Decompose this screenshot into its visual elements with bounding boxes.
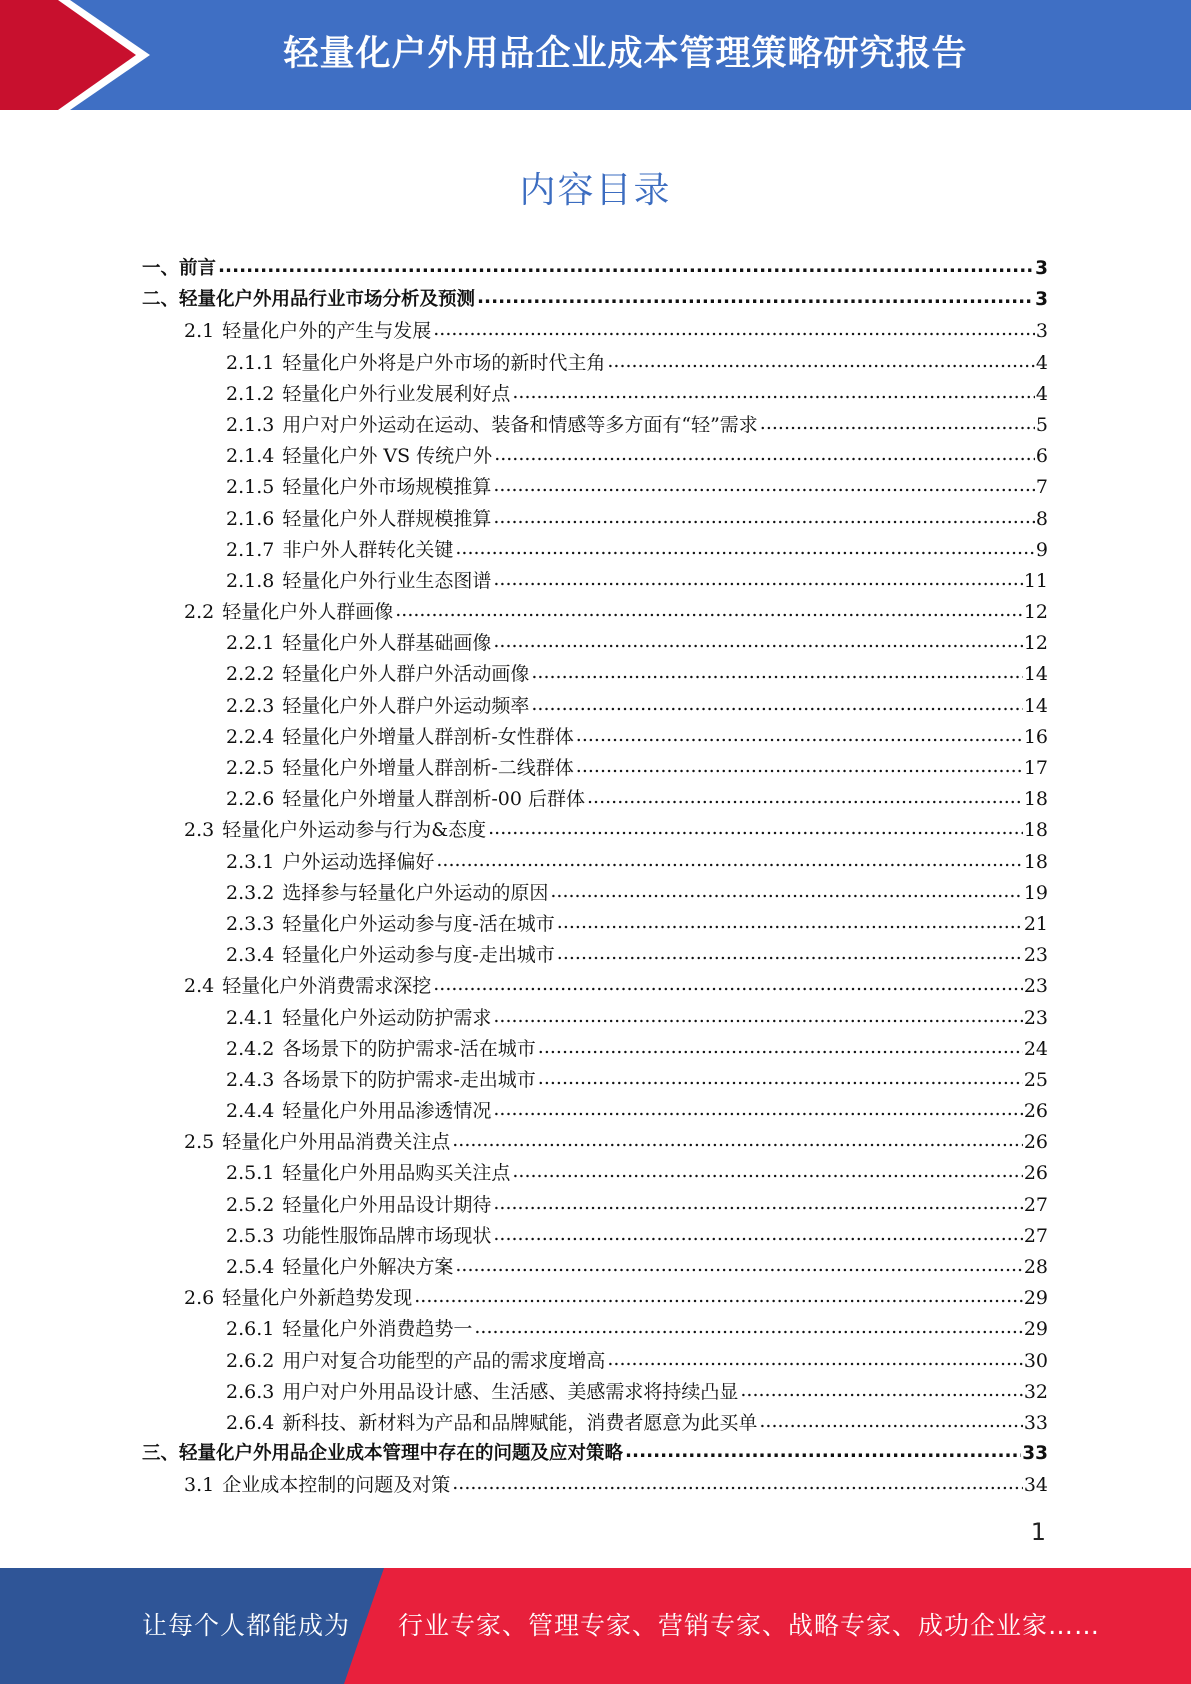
toc-entry-page: 9	[1035, 538, 1048, 561]
toc-entry-number: 2.4.1	[226, 1006, 275, 1029]
toc-entry-title: 各场景下的防护需求-活在城市	[282, 1037, 536, 1060]
toc-dot-leader	[493, 1005, 1022, 1024]
toc-entry-number: 2.5	[184, 1131, 215, 1154]
toc-entry-title: 功能性服饰品牌市场现状	[282, 1224, 492, 1247]
toc-dot-leader	[452, 1472, 1023, 1491]
toc-entry[interactable]	[142, 1034, 1048, 1065]
toc-dot-leader	[395, 599, 1023, 618]
footer-slogan-right: 行业专家、管理专家、营销专家、战略专家、成功企业家……	[398, 1611, 1101, 1640]
toc-dot-leader	[436, 849, 1022, 868]
toc-dot-leader	[512, 1160, 1022, 1179]
toc-dot-leader	[493, 1223, 1022, 1242]
report-title: 轻量化户外用品企业成本管理策略研究报告	[283, 34, 968, 74]
toc-entry-page: 26	[1023, 1162, 1048, 1185]
toc-dot-leader	[531, 661, 1022, 680]
toc-entry-page: 14	[1023, 663, 1048, 686]
toc-entry-page: 19	[1023, 881, 1048, 904]
toc-dot-leader	[557, 942, 1023, 961]
toc-entry[interactable]	[142, 1127, 1048, 1158]
toc-entry-title: 轻量化户外用品购买关注点	[282, 1162, 511, 1185]
toc-entry-number: 2.6.4	[226, 1411, 275, 1434]
toc-entry-number: 2.1.1	[226, 351, 275, 374]
toc-dot-leader	[493, 630, 1022, 649]
toc-entry-number: 2.5.3	[226, 1224, 275, 1247]
toc-entry-title: 轻量化户外增量人群剖析-00 后群体	[282, 788, 585, 811]
toc-entry-title: 轻量化户外用品消费关注点	[222, 1131, 451, 1154]
toc-entry-title: 轻量化户外运动参与行为&态度	[222, 819, 487, 842]
toc-dot-leader	[607, 1348, 1022, 1367]
toc-entry-number: 2.1.5	[226, 476, 275, 499]
toc-dot-leader	[477, 287, 1034, 306]
toc-entry[interactable]	[142, 1221, 1048, 1252]
toc-entry[interactable]	[142, 971, 1048, 1002]
toc-entry[interactable]	[142, 597, 1048, 628]
toc-entry-title: 轻量化户外用品渗透情况	[282, 1100, 492, 1123]
toc-dot-leader	[550, 880, 1022, 899]
toc-entry[interactable]	[142, 1283, 1048, 1314]
toc-entry-page: 17	[1023, 757, 1048, 779]
toc-entry[interactable]	[142, 1065, 1048, 1096]
toc-dot-leader	[218, 256, 1034, 275]
toc-entry-number: 2.3.4	[226, 944, 275, 967]
toc-entry[interactable]	[142, 285, 1048, 316]
header-red-arrow-shape	[0, 0, 150, 110]
toc-dot-leader	[557, 911, 1023, 930]
toc-entry-page: 16	[1023, 725, 1048, 748]
toc-entry[interactable]	[142, 1377, 1048, 1408]
toc-entry-title: 用户对户外用品设计感、生活感、美感需求将持续凸显	[282, 1380, 739, 1403]
toc-entry[interactable]	[142, 722, 1048, 753]
toc-entry[interactable]	[142, 691, 1048, 722]
toc-entry-title: 轻量化户外人群画像	[222, 601, 394, 624]
toc-entry-page: 28	[1023, 1256, 1048, 1278]
toc-entry-title: 用户对复合功能型的产品的需求度增高	[282, 1349, 606, 1372]
toc-entry-number: 2.3.1	[226, 850, 275, 873]
toc-entry-number: 一、前言	[142, 258, 217, 279]
toc-entry-title: 轻量化户外 VS 传统户外	[282, 445, 493, 468]
toc-entry-page: 30	[1023, 1349, 1048, 1372]
toc-entry-page: 33	[1022, 1443, 1048, 1465]
toc-entry[interactable]	[142, 535, 1048, 566]
toc-entry[interactable]	[142, 1158, 1048, 1189]
toc-entry-number: 2.5.1	[226, 1162, 275, 1185]
toc-dot-leader	[740, 1379, 1022, 1398]
toc-entry[interactable]	[142, 1346, 1048, 1377]
toc-entry-page: 3	[1035, 320, 1048, 343]
toc-entry-number: 2.5.2	[226, 1193, 275, 1216]
toc-entry-page: 4	[1035, 351, 1048, 374]
toc-entry-page: 11	[1023, 569, 1048, 592]
toc-entry-number: 2.1.3	[226, 413, 275, 436]
toc-entry[interactable]	[142, 472, 1048, 503]
toc-entry-title: 轻量化户外新趋势发现	[222, 1287, 413, 1310]
page-number: 1	[1030, 1518, 1046, 1546]
toc-dot-leader	[452, 1129, 1023, 1148]
toc-entry-title: 轻量化户外增量人群剖析-二线群体	[282, 757, 574, 779]
toc-dot-leader	[433, 973, 1023, 992]
toc-entry[interactable]	[142, 441, 1048, 472]
toc-entry-page: 3	[1035, 258, 1048, 279]
toc-entry-page: 29	[1023, 1287, 1048, 1310]
toc-entry-page: 34	[1023, 1474, 1048, 1497]
toc-entry-title: 轻量化户外消费趋势一	[282, 1318, 473, 1341]
toc-entry-page: 3	[1035, 289, 1048, 311]
toc-entry-number: 2.2.2	[226, 663, 275, 686]
toc-entry[interactable]	[142, 847, 1048, 878]
toc-entry[interactable]	[142, 1439, 1048, 1470]
toc-entry-number: 2.2.6	[226, 788, 275, 811]
toc-entry[interactable]	[142, 1252, 1048, 1283]
toc-entry-title: 用户对户外运动在运动、装备和情感等多方面有“轻”需求	[282, 413, 758, 436]
toc-entry-number: 2.1.6	[226, 507, 275, 530]
toc-dot-leader	[493, 1098, 1022, 1117]
toc-dot-leader	[493, 506, 1035, 525]
toc-entry[interactable]	[142, 379, 1048, 410]
toc-entry-title: 企业成本控制的问题及对策	[222, 1474, 451, 1497]
toc-entry-title: 轻量化户外人群户外运动频率	[282, 694, 530, 717]
toc-entry-number: 2.2.3	[226, 694, 275, 717]
toc-entry[interactable]	[142, 410, 1048, 441]
toc-dot-leader	[493, 474, 1035, 493]
toc-entry-page: 12	[1023, 601, 1048, 624]
toc-entry[interactable]	[142, 909, 1048, 940]
toc-dot-leader	[576, 724, 1023, 743]
toc-entry-title: 轻量化户外增量人群剖析-女性群体	[282, 725, 574, 748]
toc-entry-title: 新科技、新材料为产品和品牌赋能，消费者愿意为此买单	[282, 1411, 758, 1434]
toc-dot-leader	[607, 350, 1035, 369]
toc-entry-number: 2.1.2	[226, 382, 275, 405]
toc-entry-number: 2.1	[184, 320, 215, 343]
toc-entry[interactable]	[142, 1003, 1048, 1034]
toc-entry-page: 14	[1023, 694, 1048, 717]
header-banner	[0, 0, 1191, 110]
toc-dot-leader	[759, 1410, 1022, 1429]
toc-entry-page: 32	[1023, 1380, 1048, 1403]
toc-entry-title: 轻量化户外运动参与度-走出城市	[282, 944, 555, 967]
toc-entry-page: 4	[1035, 382, 1048, 405]
toc-entry[interactable]	[142, 1470, 1048, 1501]
toc-entry-number: 2.6.3	[226, 1380, 275, 1403]
toc-entry-page: 18	[1023, 819, 1048, 842]
toc-entry-number: 三、轻量化户外用品企业成本管理中存在的问题及应对策略	[142, 1443, 624, 1465]
toc-entry-title: 轻量化户外运动参与度-活在城市	[282, 912, 555, 935]
toc-entry-page: 21	[1023, 912, 1048, 935]
toc-entry-page: 26	[1023, 1131, 1048, 1154]
toc-entry[interactable]	[142, 753, 1048, 784]
toc-entry-page: 29	[1023, 1318, 1048, 1341]
toc-entry[interactable]	[142, 1096, 1048, 1127]
toc-heading: 内容目录	[519, 170, 672, 211]
toc-dot-leader	[474, 1316, 1022, 1335]
footer-slogan-left: 让每个人都能成为	[142, 1611, 351, 1640]
toc-dot-leader	[488, 817, 1023, 836]
toc-entry-number: 2.2.4	[226, 725, 275, 748]
toc-entry-page: 26	[1023, 1100, 1048, 1123]
toc-entry-page: 24	[1023, 1037, 1048, 1060]
toc-entry[interactable]	[142, 1190, 1048, 1221]
toc-entry[interactable]	[142, 1314, 1048, 1345]
toc-dot-leader	[512, 381, 1035, 400]
toc-entry[interactable]	[142, 815, 1048, 846]
toc-dot-leader	[625, 1441, 1021, 1460]
toc-entry[interactable]	[142, 1408, 1048, 1439]
toc-entry-title: 选择参与轻量化户外运动的原因	[282, 881, 549, 904]
toc-entry-page: 5	[1035, 413, 1048, 436]
toc-entry[interactable]	[142, 348, 1048, 379]
toc-entry[interactable]	[142, 878, 1048, 909]
toc-entry-number: 2.2.1	[226, 632, 275, 655]
toc-entry[interactable]	[142, 659, 1048, 690]
toc-dot-leader	[494, 443, 1035, 462]
toc-dot-leader	[433, 318, 1035, 337]
toc-entry-number: 2.3.3	[226, 912, 275, 935]
toc-entry-number: 2.1.4	[226, 445, 275, 468]
toc-entry[interactable]	[142, 504, 1048, 535]
toc-entry[interactable]	[142, 316, 1048, 347]
toc-entry-page: 33	[1023, 1411, 1048, 1434]
toc-entry-number: 2.6.2	[226, 1349, 275, 1372]
toc-entry[interactable]	[142, 784, 1048, 815]
toc-entry-page: 23	[1023, 1006, 1048, 1029]
toc-entry-title: 轻量化户外解决方案	[282, 1256, 454, 1278]
toc-dot-leader	[531, 693, 1022, 712]
toc-entry-number: 2.4.3	[226, 1068, 275, 1091]
table-of-contents	[142, 254, 1048, 1502]
toc-entry-number: 2.1.7	[226, 538, 275, 561]
toc-dot-leader	[538, 1036, 1023, 1055]
toc-entry-number: 2.3.2	[226, 881, 275, 904]
toc-dot-leader	[576, 755, 1023, 774]
toc-entry-title: 户外运动选择偏好	[282, 850, 435, 873]
toc-entry-number: 2.6.1	[226, 1318, 275, 1341]
toc-entry-page: 18	[1023, 788, 1048, 811]
toc-entry-title: 轻量化户外的产生与发展	[222, 320, 432, 343]
toc-entry-title: 轻量化户外将是户外市场的新时代主角	[282, 351, 606, 374]
toc-entry-page: 25	[1023, 1068, 1048, 1091]
toc-entry[interactable]	[142, 628, 1048, 659]
toc-dot-leader	[760, 412, 1035, 431]
toc-entry-number: 2.5.4	[226, 1256, 275, 1278]
toc-dot-leader	[455, 1254, 1022, 1273]
toc-entry-title: 轻量化户外用品设计期待	[282, 1193, 492, 1216]
toc-entry-page: 7	[1035, 476, 1048, 499]
toc-entry[interactable]	[142, 940, 1048, 971]
toc-entry-title: 轻量化户外运动防护需求	[282, 1006, 492, 1029]
toc-entry-number: 2.1.8	[226, 569, 275, 592]
toc-entry-title: 轻量化户外市场规模推算	[282, 476, 492, 499]
toc-entry-number: 2.3	[184, 819, 215, 842]
toc-entry-title: 轻量化户外行业发展利好点	[282, 382, 511, 405]
toc-entry-title: 轻量化户外人群基础画像	[282, 632, 492, 655]
toc-dot-leader	[538, 1067, 1023, 1086]
toc-entry[interactable]	[142, 254, 1048, 285]
toc-entry-page: 18	[1023, 850, 1048, 873]
toc-entry-title: 轻量化户外行业生态图谱	[282, 569, 492, 592]
toc-dot-leader	[587, 786, 1023, 805]
toc-entry-title: 轻量化户外人群户外活动画像	[282, 663, 530, 686]
toc-entry-number: 二、轻量化户外用品行业市场分析及预测	[142, 289, 476, 311]
toc-dot-leader	[493, 1192, 1022, 1211]
toc-entry-page: 23	[1023, 975, 1048, 998]
toc-entry-title: 轻量化户外人群规模推算	[282, 507, 492, 530]
toc-entry-page: 23	[1023, 944, 1048, 967]
toc-entry-page: 27	[1023, 1224, 1048, 1247]
toc-entry-number: 3.1	[184, 1474, 215, 1497]
toc-entry-page: 27	[1023, 1193, 1048, 1216]
toc-entry-number: 2.4.2	[226, 1037, 275, 1060]
toc-entry-number: 2.6	[184, 1287, 215, 1310]
toc-dot-leader	[414, 1285, 1023, 1304]
toc-entry[interactable]	[142, 566, 1048, 597]
toc-entry-title: 轻量化户外消费需求深挖	[222, 975, 432, 998]
toc-entry-number: 2.4	[184, 975, 215, 998]
toc-entry-number: 2.2	[184, 601, 215, 624]
toc-entry-number: 2.4.4	[226, 1100, 275, 1123]
toc-dot-leader	[493, 568, 1022, 587]
toc-entry-title: 非户外人群转化关键	[282, 538, 454, 561]
toc-entry-page: 6	[1035, 445, 1048, 468]
toc-entry-page: 8	[1035, 507, 1048, 530]
toc-dot-leader	[455, 537, 1035, 556]
toc-entry-number: 2.2.5	[226, 757, 275, 779]
toc-entry-title: 各场景下的防护需求-走出城市	[282, 1068, 536, 1091]
toc-entry-page: 12	[1023, 632, 1048, 655]
footer-banner	[0, 1568, 1191, 1684]
